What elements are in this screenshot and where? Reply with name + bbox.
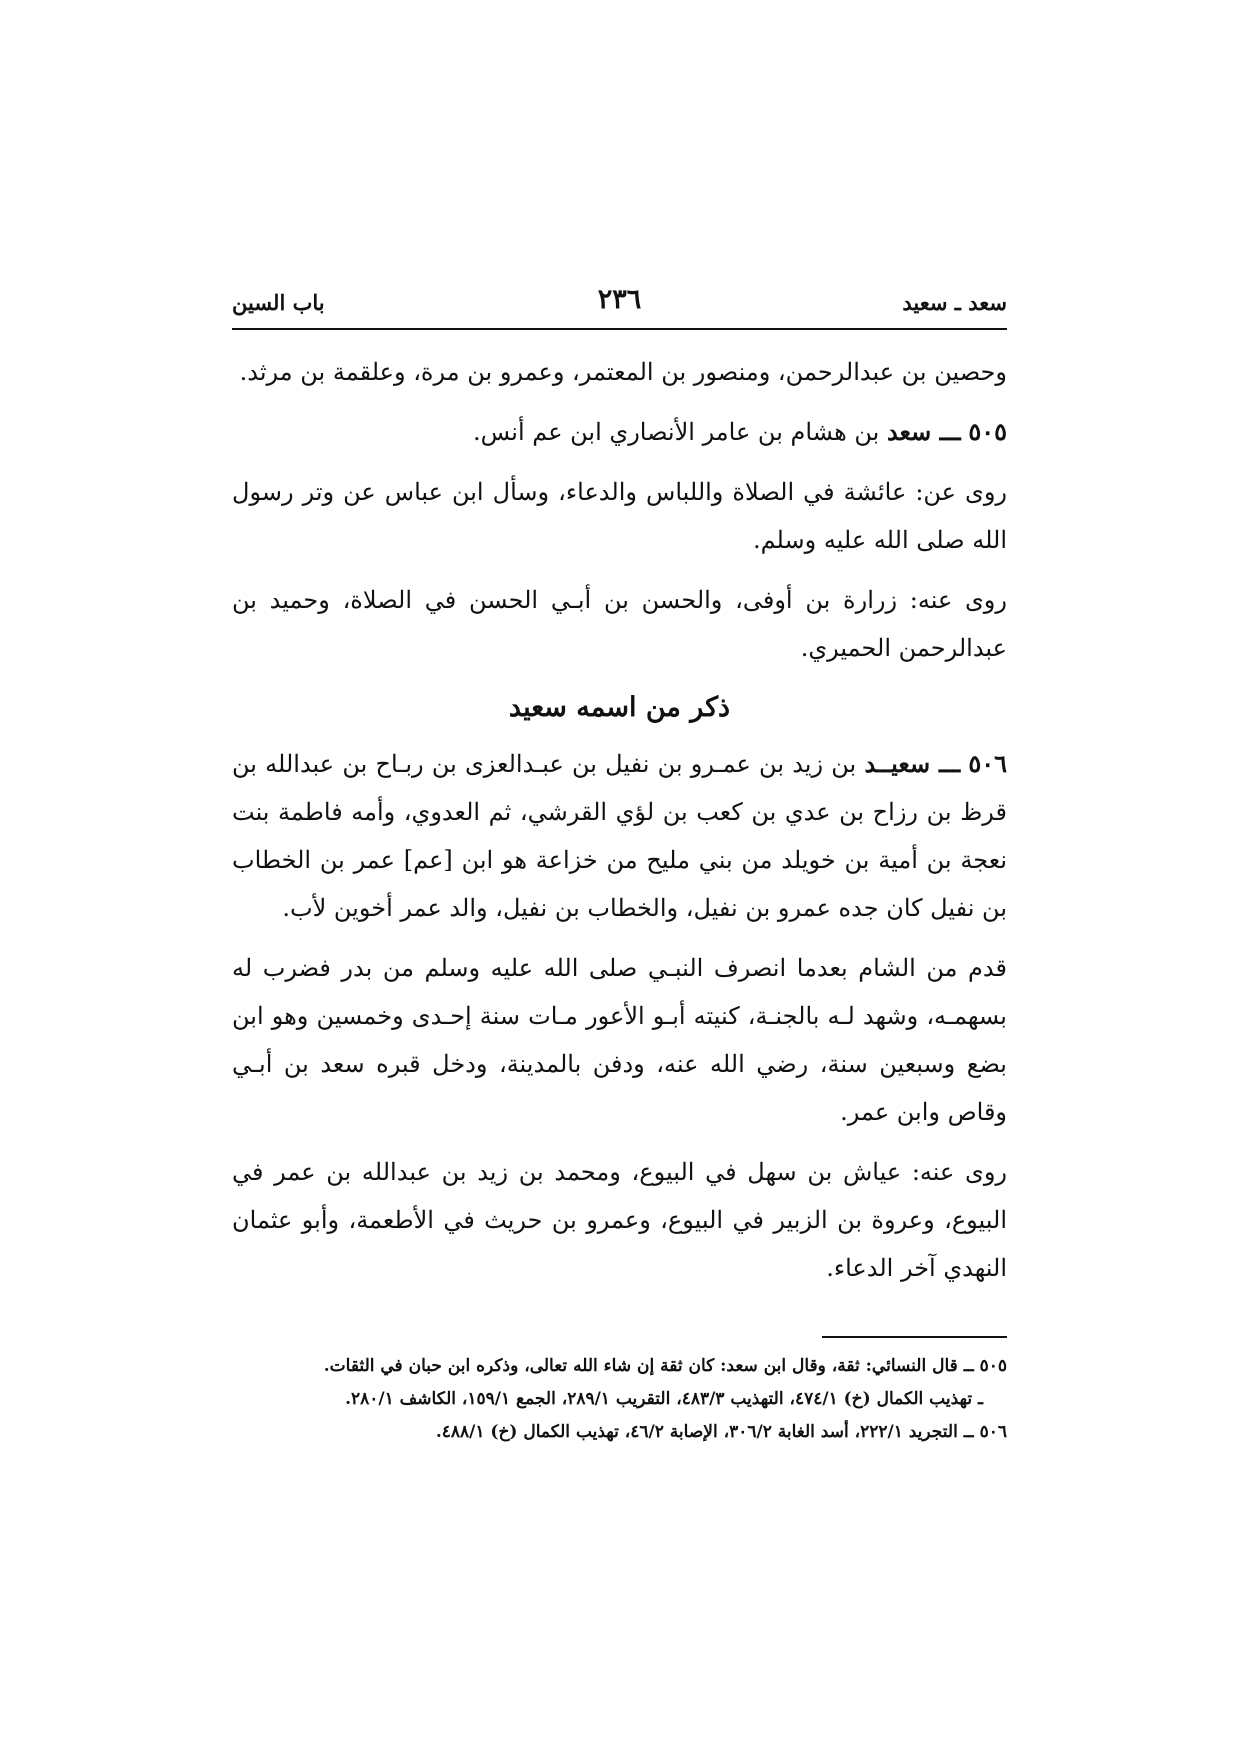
entry-505 — [232, 408, 1007, 456]
header-running-title: سعد ـ سعيد — [902, 290, 1007, 315]
paragraph-biography: قدم من الشام بعدما انصرف النبـي صلى الله عليه وسلم من بدر فضرب له بسهمـه، وشهد لـه بالجنـة، كنيته أبـو الأعور مـات سنة إحـدى وخمسين وهو ابن بضع وسبعين سنة، رضي الله عنه، ودفن بالمدينة، ودخل قبره سعد بن أبـي وقاص وابن عمر. — [232, 954, 1007, 1126]
header-rule — [232, 328, 1007, 330]
page-header — [232, 282, 1007, 322]
section-title: ذكر من اسمه سعيد — [508, 692, 731, 723]
footnote-505-sources: ـ تهذيب الكمال (خ) ٤٧٤/١، التهذيب ٤٨٣/٣، التقريب ٢٨٩/١، الجمع ١٥٩/١، الكاشف ٢٨٠/١. — [345, 1389, 983, 1409]
page-body — [232, 348, 1007, 1292]
footnote-506: ٥٠٦ ــ التجريد ٢٢٢/١، أسد الغابة ٣٠٦/٢، الإصابة ٤٦/٢، تهذيب الكمال (خ) ٤٨٨/١. — [435, 1422, 1007, 1442]
book-page — [232, 282, 1007, 1449]
footnote-505: ٥٠٥ ــ قال النسائي: ثقة، وقال ابن سعد: كان ثقة إن شاء الله تعالى، وذكره ابن حبان في الثقات. — [323, 1356, 1007, 1376]
entry-506-number: ٥٠٦ — [968, 749, 1007, 778]
paragraph-continuation: وحصين بن عبدالرحمن، ومنصور بن المعتمر، وعمرو بن مرة، وعلقمة بن مرثد. — [239, 358, 1007, 386]
paragraph-narrated-by-506: روى عنه: عياش بن سهل في البيوع، ومحمد بن زيد بن عبدالله بن عمر في البيوع، وعروة بن الزبير في البيوع، وعمرو بن حريث في الأطعمة، وأبو عثمان النهدي آخر الدعاء. — [232, 1158, 1007, 1282]
page-number: ٢٣٦ — [597, 284, 642, 315]
paragraph-narrated-by: روى عنه: زرارة بن أوفى، والحسن بن أبـي الحسن في الصلاة، وحميد بن عبدالرحمن الحميري. — [232, 586, 1007, 662]
entry-505-name: ـــ سعد — [886, 417, 961, 446]
entry-506 — [232, 740, 1007, 932]
paragraph-narrated-from: روى عن: عائشة في الصلاة واللباس والدعاء، وسأل ابن عباس عن وتر رسول الله صلى الله عليه وسلم. — [232, 478, 1007, 554]
entry-506-name: ـــ سعيــد — [864, 749, 961, 778]
footnote-rule — [822, 1336, 1007, 1338]
entry-506-text: بن زيد بن عمـرو بن نفيل بن عبـدالعزى بن ربـاح بن عبدالله بن قرظ بن رزاح بن عدي بن كعب بن لؤي القرشي، ثم العدوي، وأمه فاطمة بنت نعجة بن أمية بن خويلد من بني مليح من خزاعة هو ابن [عم] عمر بن الخطاب بن نفيل كان جده عمرو بن نفيل، والخطاب بن نفيل، والد عمر أخوين لأب. — [232, 750, 1007, 922]
footnotes — [232, 1350, 1007, 1449]
entry-505-text: بن هشام بن عامر الأنصاري ابن عم أنس. — [473, 418, 887, 446]
header-chapter-title: باب السين — [232, 290, 325, 315]
entry-505-number: ٥٠٥ — [968, 417, 1007, 446]
